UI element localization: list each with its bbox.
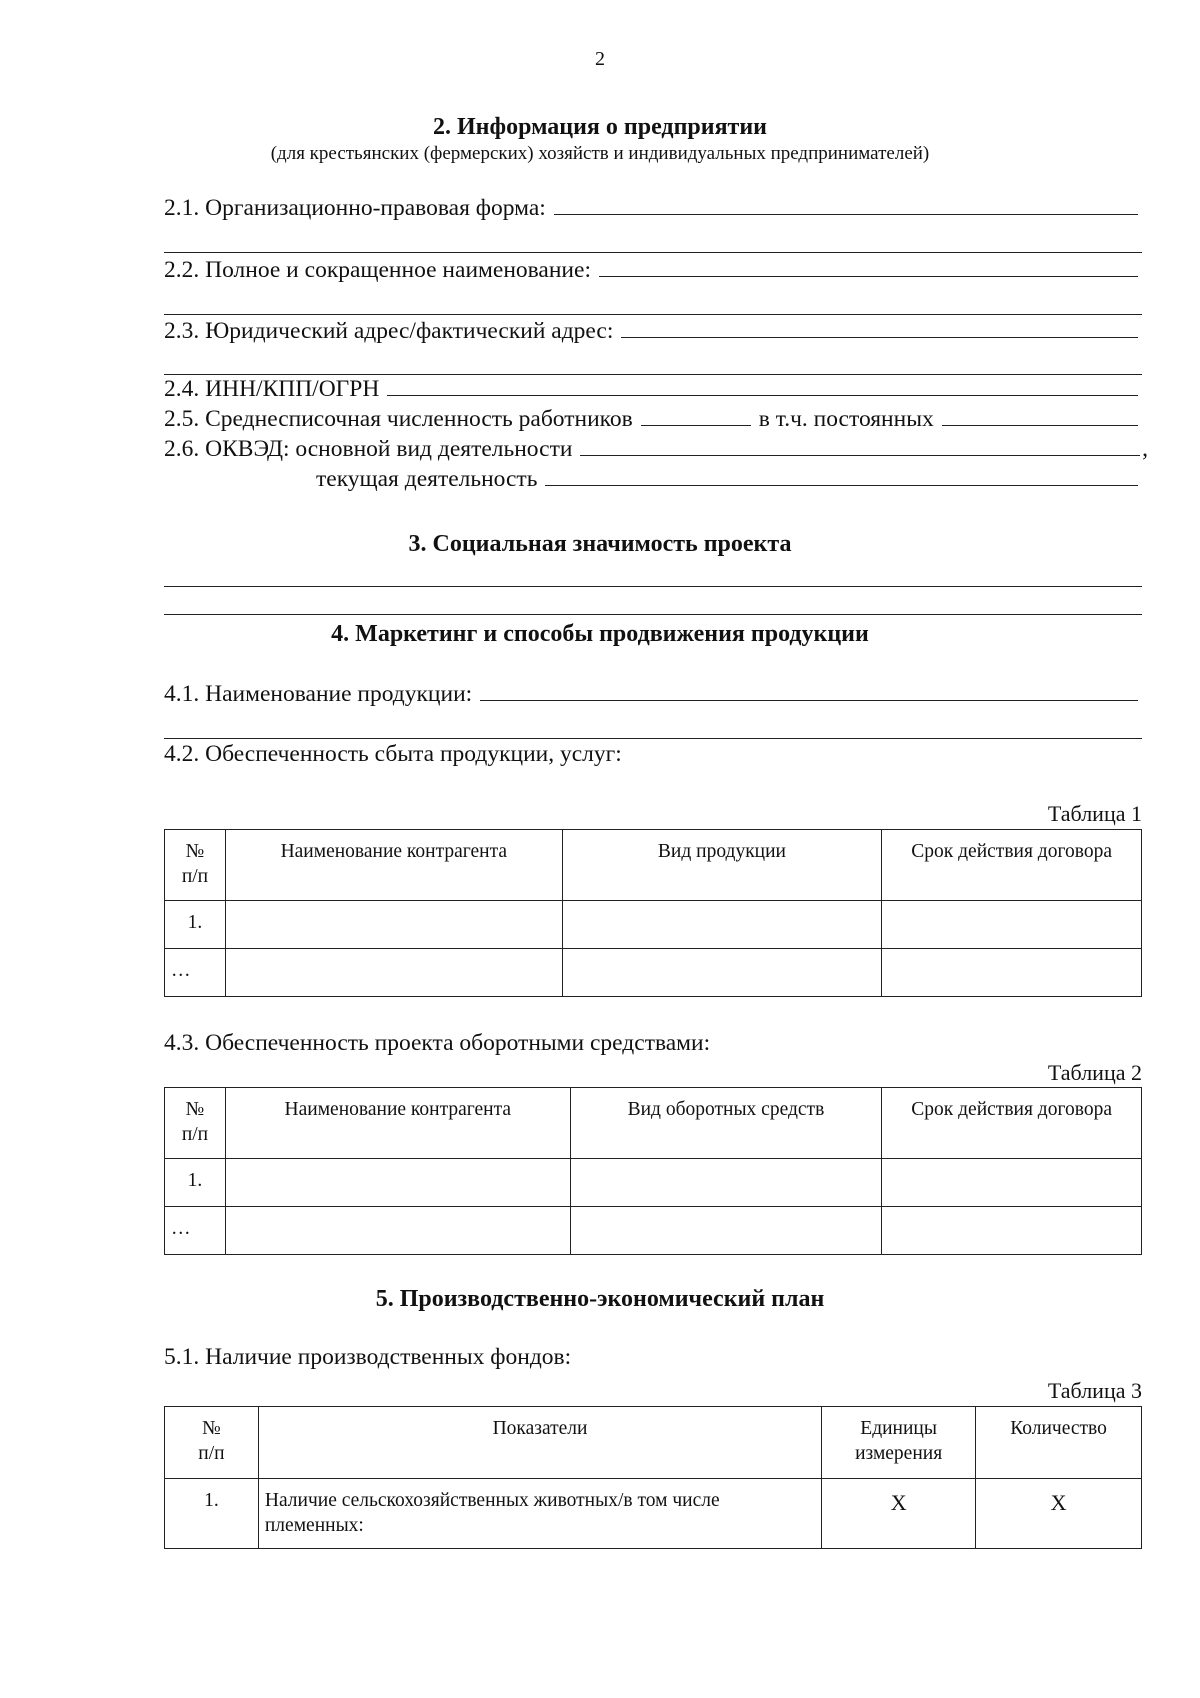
field-employees: [164, 406, 1142, 433]
field-working-capital-label: 4.3. Обеспеченность проекта оборотными средствами:: [164, 1030, 711, 1056]
table-3-header-units: [822, 1407, 976, 1479]
section-4-title: 4. Маркетинг и способы продвижения продукции: [331, 621, 869, 647]
field-legal-form-line-2[interactable]: [164, 252, 1142, 253]
field-legal-form-label: 2.1. Организационно-правовая форма:: [164, 195, 546, 221]
field-address-line[interactable]: [621, 336, 1138, 338]
field-okved-current-line[interactable]: [545, 484, 1138, 486]
table-1-cell-product[interactable]: [562, 949, 882, 997]
field-product-name-line-2[interactable]: [164, 738, 1142, 739]
field-production-assets: [164, 1344, 1142, 1371]
table-2-cell-term[interactable]: [882, 1159, 1142, 1207]
field-full-name-label: 2.2. Полное и сокращенное наименование:: [164, 257, 591, 283]
field-full-name-line-2[interactable]: [164, 314, 1142, 315]
field-employees-line[interactable]: [641, 424, 751, 426]
field-legal-form-line[interactable]: [554, 213, 1138, 215]
social-significance-line-2[interactable]: [164, 614, 1142, 615]
table-2-header-counterparty: Наименование контрагента: [225, 1088, 570, 1159]
table-1-header-num-text: № п/п: [181, 841, 209, 887]
table-2-cell-counterparty[interactable]: [225, 1207, 570, 1255]
field-full-name-line[interactable]: [599, 275, 1138, 277]
table-1-cell-num: …: [165, 949, 226, 997]
field-sales-label: 4.2. Обеспеченность сбыта продукции, услуг:: [164, 741, 622, 767]
table-1-cell-term[interactable]: [882, 901, 1142, 949]
table-1-header-num: [165, 830, 226, 901]
table-row: [165, 1479, 1142, 1549]
table-1-caption: Таблица 1: [1047, 801, 1142, 826]
field-production-assets-label: 5.1. Наличие производственных фондов:: [164, 1344, 572, 1370]
social-significance-line-1[interactable]: [164, 586, 1142, 587]
field-product-name: [164, 681, 1142, 708]
field-inn: [164, 376, 1142, 403]
table-2-cell-counterparty[interactable]: [225, 1159, 570, 1207]
field-okved-current-label: текущая деятельность: [316, 466, 538, 492]
field-product-name-line[interactable]: [480, 699, 1138, 701]
section-2-title: 2. Информация о предприятии: [433, 114, 767, 140]
table-row: [165, 949, 1142, 997]
table-1-header-counterparty: Наименование контрагента: [225, 830, 562, 901]
section-3-title: 3. Социальная значимость проекта: [408, 531, 792, 557]
table-2-header-num: [165, 1088, 226, 1159]
field-address: [164, 318, 1142, 345]
field-okved-main: [164, 436, 1148, 463]
field-inn-label: 2.4. ИНН/КПП/ОГРН: [164, 376, 380, 402]
field-employees-label: 2.5. Среднесписочная численность работников: [164, 406, 633, 432]
field-okved-comma: ,: [1142, 436, 1148, 462]
field-okved-current: [316, 466, 1142, 493]
table-1: [164, 829, 1142, 997]
table-1-header-product: Вид продукции: [562, 830, 882, 901]
table-3-caption: Таблица 3: [1047, 1378, 1142, 1403]
table-3-header-num-text: № п/п: [198, 1418, 225, 1464]
table-2-cell-term[interactable]: [882, 1207, 1142, 1255]
table-1-header: [165, 830, 1142, 901]
table-row: [165, 1159, 1142, 1207]
table-3-cell-indicator: [258, 1479, 821, 1549]
field-okved-main-line[interactable]: [580, 454, 1140, 456]
table-row: [165, 1207, 1142, 1255]
section-5-title: 5. Производственно-экономический план: [375, 1286, 825, 1312]
page-number: 2: [595, 48, 605, 70]
table-row: [165, 901, 1142, 949]
field-product-name-label: 4.1. Наименование продукции:: [164, 681, 473, 707]
table-3-cell-num: 1.: [165, 1479, 259, 1549]
table-2-header-asset-type: Вид оборотных средств: [570, 1088, 882, 1159]
table-2-header-term: Срок действия договора: [882, 1088, 1142, 1159]
table-1-cell-term[interactable]: [882, 949, 1142, 997]
section-2-subtitle: (для крестьянских (фермерских) хозяйств и индивидуальных предпринимателей): [270, 143, 930, 164]
field-legal-form: [164, 195, 1142, 222]
field-full-name: [164, 257, 1142, 284]
field-inn-line[interactable]: [387, 394, 1138, 396]
table-3-header-quantity: Количество: [976, 1407, 1142, 1479]
table-3-cell-quantity[interactable]: Х: [976, 1479, 1142, 1549]
table-2-cell-asset-type[interactable]: [570, 1207, 882, 1255]
table-2-caption: Таблица 2: [1047, 1060, 1142, 1085]
table-3-header-num: [165, 1407, 259, 1479]
table-2-cell-asset-type[interactable]: [570, 1159, 882, 1207]
table-2-header: [165, 1088, 1142, 1159]
table-3-cell-indicator-text: Наличие сельскохозяйственных животных/в том числе племенных:: [264, 1490, 720, 1536]
table-1-cell-counterparty[interactable]: [225, 901, 562, 949]
table-2-cell-num: 1.: [165, 1159, 226, 1207]
table-1-cell-num: 1.: [165, 901, 226, 949]
field-okved-main-label: 2.6. ОКВЭД: основной вид деятельности: [164, 436, 573, 462]
field-permanent-line[interactable]: [942, 424, 1138, 426]
field-working-capital: [164, 1030, 1142, 1057]
table-1-cell-product[interactable]: [562, 901, 882, 949]
field-permanent-label: в т.ч. постоянных: [758, 406, 934, 432]
field-address-label: 2.3. Юридический адрес/фактический адрес:: [164, 318, 614, 344]
field-sales: [164, 741, 1142, 768]
field-address-line-2[interactable]: [164, 374, 1142, 375]
table-3-header: [165, 1407, 1142, 1479]
table-1-header-term: Срок действия договора: [882, 830, 1142, 901]
table-3-header-units-text: Единицы измерения: [855, 1418, 943, 1464]
table-3: [164, 1406, 1142, 1549]
table-2-header-num-text: № п/п: [181, 1099, 209, 1145]
table-2: [164, 1087, 1142, 1255]
table-3-header-indicators: Показатели: [258, 1407, 821, 1479]
table-1-cell-counterparty[interactable]: [225, 949, 562, 997]
table-2-cell-num: …: [165, 1207, 226, 1255]
table-3-cell-units[interactable]: Х: [822, 1479, 976, 1549]
